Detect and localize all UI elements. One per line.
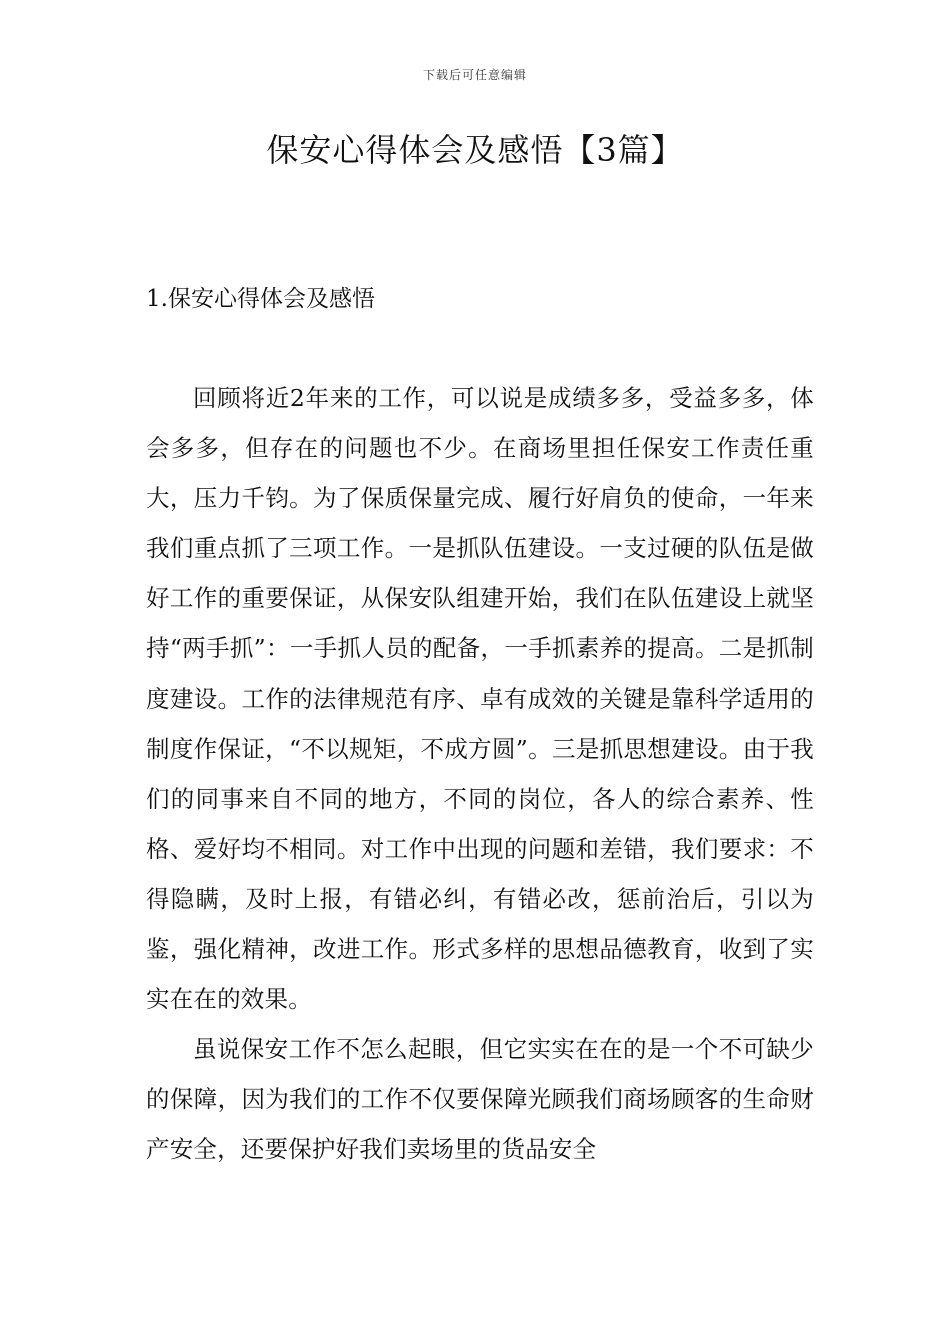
header-note: 下载后可任意编辑	[422, 68, 527, 82]
body-text	[146, 373, 814, 1175]
document-title: 保安心得体会及感悟【3篇】	[266, 131, 684, 169]
paragraph-2: 虽说保安工作不怎么起眼，但它实实在在的是一个不可缺少的保障，因为我们的工作不仅要保障光顾我们商场顾客的生命财产安全，还要保护好我们卖场里的货品安全	[146, 1035, 814, 1164]
section-heading: 1.保安心得体会及感悟	[146, 286, 375, 312]
paragraph-1: 回顾将近2年来的工作，可以说是成绩多多，受益多多，体会多多，但存在的问题也不少。在商场里担任保安工作责任重大，压力千钧。为了保质保量完成、履行好肩负的使命，一年来我们重点抓了三项工作。一是抓队伍建设。一支过硬的队伍是做好工作的重要保证，从保安队组建开始，我们在队伍建设上就坚持“两手抓”：一手抓人员的配备，一手抓素养的提高。二是抓制度建设。工作的法律规范有序、卓有成效的关键是靠科学适用的制度作保证，“不以规矩，不成方圆”。三是抓思想建设。由于我们的同事来自不同的地方，不同的岗位，各人的综合素养、性格、爱好均不相同。对工作中出现的问题和差错，我们要求：不得隐瞒，及时上报，有错必纠，有错必改，惩前治后，引以为鉴，强化精神，改进工作。形式多样的思想品德教育，收到了实实在在的效果。	[146, 384, 814, 1014]
